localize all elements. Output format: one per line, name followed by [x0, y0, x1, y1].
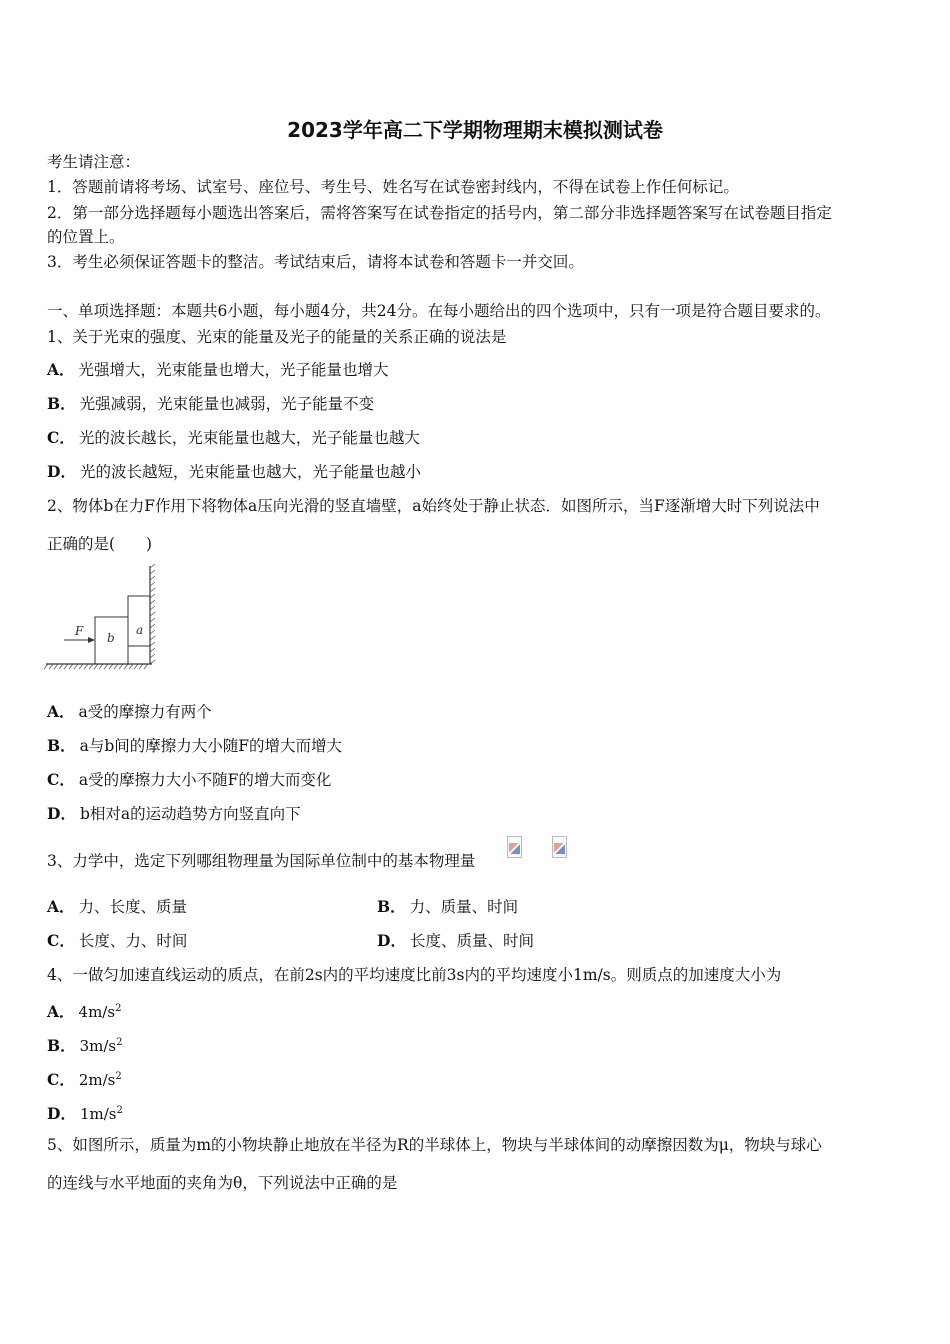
broken-image-icon — [507, 836, 522, 858]
question-2-figure — [44, 562, 159, 674]
block-a-label: a — [136, 623, 144, 637]
question-2-option-c: C． a受的摩擦力大小不随F的增大而变化 — [47, 770, 332, 789]
question-3-stem: 3、力学中，选定下列哪组物理量为国际单位制中的基本物理量 — [47, 852, 476, 870]
page-title: 2023学年高二下学期物理期末模拟测试卷 — [287, 118, 663, 142]
question-3-option-d: D． 长度、质量、时间 — [377, 931, 534, 950]
question-3-option-b: B． 力、质量、时间 — [377, 897, 519, 916]
section-heading: 一、单项选择题：本题共6小题，每小题4分，共24分。在每小题给出的四个选项中，只有一项是符合题目要求的。 — [47, 302, 831, 320]
question-3-option-c: C． 长度、力、时间 — [47, 931, 188, 950]
force-label: F — [75, 624, 84, 638]
question-3-option-a: A． 力、长度、质量 — [47, 897, 188, 916]
block-b-label: b — [107, 631, 115, 645]
question-4-option-a: A． $4m/s^2$ — [47, 1002, 122, 1021]
question-1-option-c: C． 光的波长越长，光束能量也越大，光子能量也越大 — [47, 428, 420, 447]
wall-hatching — [150, 564, 155, 664]
question-5-stem-line-2: 的连线与水平地面的夹角为θ，下列说法中正确的是 — [47, 1174, 398, 1192]
force-arrowhead — [88, 637, 95, 643]
question-4-option-c: C． $2m/s^2$ — [47, 1070, 122, 1089]
notice-item-2: 2．第一部分选择题每小题选出答案后，需将答案写在试卷指定的括号内，第二部分非选择题答案写在试卷题目指定 — [47, 204, 832, 222]
notice-heading: 考生请注意： — [47, 153, 141, 171]
question-2-stem-line-1: 2、物体b在力F作用下将物体a压向光滑的竖直墙壁，a始终处于静止状态．如图所示，当F逐渐增大时下列说法中 — [47, 497, 820, 515]
question-4-stem: 4、一做匀加速直线运动的质点，在前2s内的平均速度比前3s内的平均速度小1m/s。则质点的加速度大小为 — [47, 966, 782, 984]
question-2-option-a: A． a受的摩擦力有两个 — [47, 702, 212, 721]
question-1-stem: 1、关于光束的强度、光束的能量及光子的能量的关系正确的说法是 — [47, 328, 507, 346]
question-2-stem-line-2: 正确的是( ) — [47, 535, 153, 553]
notice-item-2-cont: 的位置上。 — [47, 228, 125, 246]
question-1-option-d: D． 光的波长越短，光束能量也越大，光子能量也越小 — [47, 462, 421, 481]
question-1-option-b: B． 光强减弱，光束能量也减弱，光子能量不变 — [47, 394, 375, 413]
notice-item-1: 1．答题前请将考场、试室号、座位号、考生号、姓名写在试卷密封线内，不得在试卷上作任何标记。 — [47, 178, 739, 196]
question-5-stem-line-1: 5、如图所示，质量为m的小物块静止地放在半径为R的半球体上，物块与半球体间的动摩擦因数为μ，物块与球心 — [47, 1136, 822, 1154]
question-4-option-d: D． $1m/s^2$ — [47, 1104, 123, 1123]
question-4-option-b: B． $3m/s^2$ — [47, 1036, 123, 1055]
question-2-option-b: B． a与b间的摩擦力大小随F的增大而增大 — [47, 736, 343, 755]
ground-hatching — [44, 664, 148, 669]
question-1-option-a: A． 光强增大，光束能量也增大，光子能量也增大 — [47, 360, 389, 379]
broken-image-icon — [552, 836, 567, 858]
notice-item-3: 3．考生必须保证答题卡的整洁。考试结束后，请将本试卷和答题卡一并交回。 — [47, 253, 584, 271]
question-2-option-d: D． b相对a的运动趋势方向竖直向下 — [47, 804, 301, 823]
